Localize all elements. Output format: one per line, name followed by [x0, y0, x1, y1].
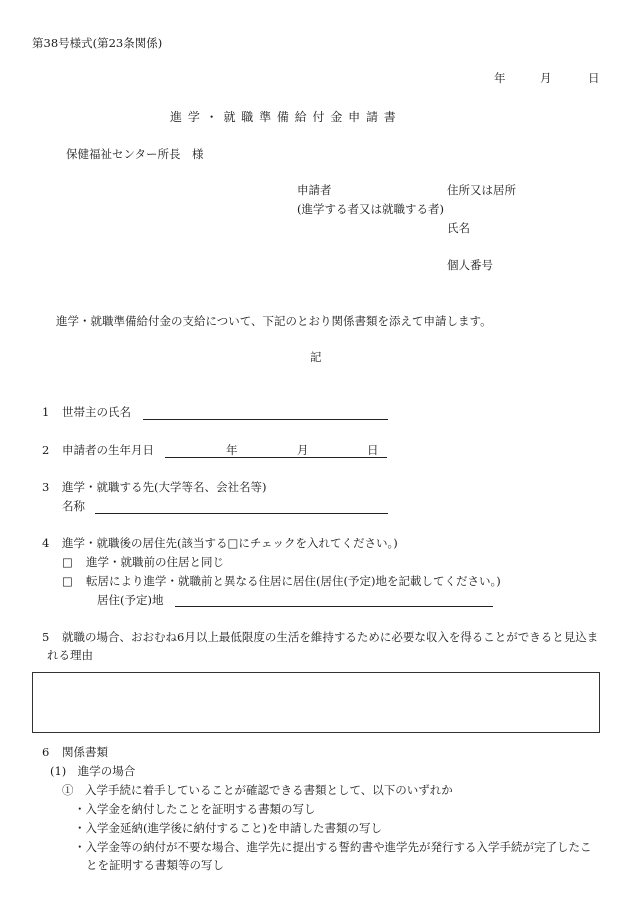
birth-day-label: 日 [367, 443, 379, 457]
same-residence-checkbox[interactable]: □ [62, 555, 73, 569]
reason-text-line1: 就職の場合、おおむね6月以上最低限度の生活を維持するために必要な収入を得ることができると見込ま [62, 630, 599, 644]
birth-month-label: 月 [297, 443, 309, 457]
document-bullet: ・入学金を納付したことを証明する書類の写し [74, 802, 316, 816]
item-number: 6 [42, 745, 50, 759]
destination-name-label: 名称 [62, 499, 85, 513]
item-number: 1 [42, 405, 50, 419]
date-day-label: 日 [588, 71, 600, 85]
ki-heading: 記 [310, 350, 322, 364]
document-bullet: ・入学金等の納付が不要な場合、進学先に提出する誓約書や進学先が発行する入学手続が完了したこ [74, 840, 592, 854]
item-label: 進学・就職する先(大学等名、会社名等) [62, 480, 267, 494]
birthdate-input[interactable] [165, 457, 387, 458]
applicant-label: 申請者 [297, 183, 332, 197]
addressee: 保健福祉センター所長 様 [66, 147, 204, 161]
item-label: 進学・就職後の居住先(該当する□にチェックを入れてください。) [62, 536, 398, 550]
item-number: 5 [42, 630, 50, 644]
page-title: 進 学 ・ 就 職 準 備 給 付 金 申 請 書 [170, 110, 397, 124]
form-number: 第38号様式(第23条関係) [32, 36, 163, 50]
residence-place-input[interactable] [175, 606, 493, 607]
applicant-note: (進学する者又は就職する者) [297, 202, 444, 216]
date-year-label: 年 [494, 71, 506, 85]
item-number: 2 [42, 443, 50, 457]
document-bullet-continued: とを証明する書類等の写し [86, 858, 224, 872]
reason-text-line2: れる理由 [47, 648, 93, 662]
item-number: 4 [42, 536, 50, 550]
same-residence-label: 進学・就職前の住居と同じ [86, 555, 224, 569]
documents-sub-item: ① 入学手続に着手していることが確認できる書類として、以下のいずれか [62, 783, 453, 797]
intro-text: 進学・就職準備給付金の支給について、下記のとおり関係書類を添えて申請します。 [56, 314, 492, 328]
new-residence-checkbox[interactable]: □ [62, 574, 73, 588]
birth-year-label: 年 [226, 443, 238, 457]
name-label: 氏名 [447, 221, 470, 235]
residence-place-label: 居住(予定)地 [97, 593, 164, 607]
reason-textarea[interactable] [32, 672, 600, 733]
destination-name-input[interactable] [95, 513, 388, 514]
item-label: 申請者の生年月日 [62, 443, 154, 457]
address-label: 住所又は居所 [447, 183, 516, 197]
document-bullet: ・入学金延納(進学後に納付すること)を申請した書類の写し [74, 821, 382, 835]
household-head-name-input[interactable] [143, 419, 388, 420]
documents-sub-heading: (1) 進学の場合 [50, 764, 136, 778]
item-label: 世帯主の氏名 [62, 405, 131, 419]
new-residence-label: 転居により進学・就職前と異なる住居に居住(居住(予定)地を記載してください。) [86, 574, 501, 588]
date-month-label: 月 [540, 71, 552, 85]
id-number-label: 個人番号 [447, 258, 493, 272]
item-number: 3 [42, 480, 50, 494]
item-label: 関係書類 [62, 745, 108, 759]
